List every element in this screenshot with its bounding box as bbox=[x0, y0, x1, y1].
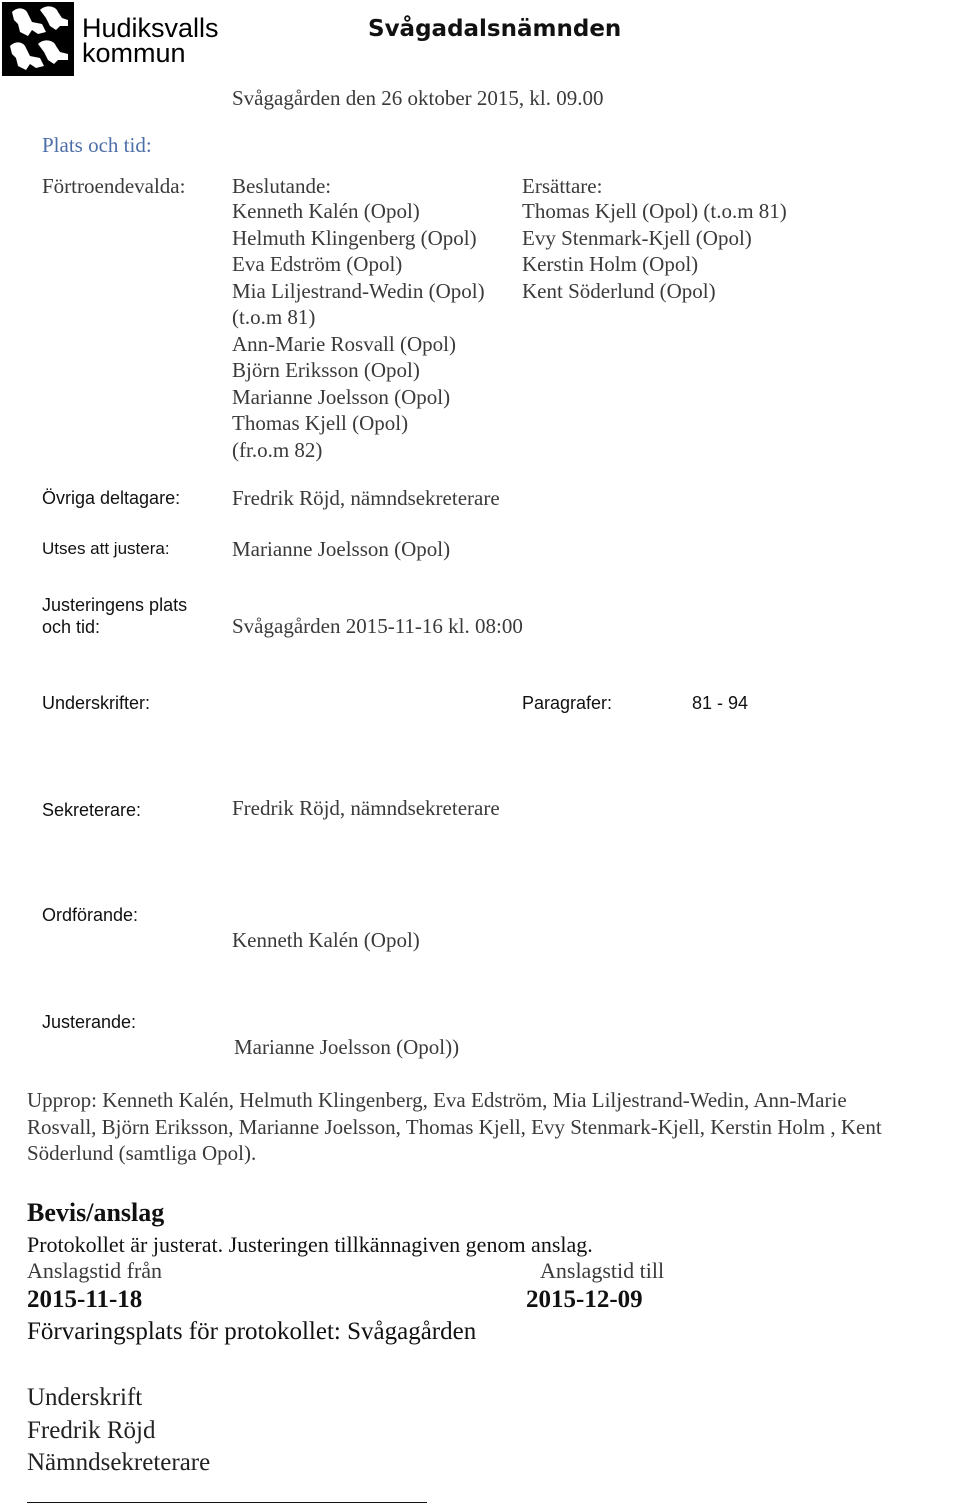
paragraphs-value: 81 - 94 bbox=[692, 693, 749, 713]
place-time-label: Plats och tid: bbox=[42, 133, 152, 157]
decisive-member: Eva Edström (Opol) bbox=[232, 252, 403, 276]
decisive-member: Mia Liljestrand-Wedin (Opol) bbox=[232, 278, 485, 303]
meeting-place-time: Svågagården den 26 oktober 2015, kl. 09.00 bbox=[232, 86, 604, 110]
roll-call-line: Upprop: Kenneth Kalén, Helmuth Klingenberg, Eva Edström, Mia Liljestrand-Wedin, Ann-Marie bbox=[27, 1088, 847, 1112]
notice-from-date: 2015-11-18 bbox=[27, 1286, 143, 1313]
substitute-member: Thomas Kjell (Opol) (t.o.m 81) bbox=[522, 199, 787, 223]
decisive-note: (fr.o.m 82) bbox=[232, 437, 323, 462]
signature-label: Underskrift bbox=[27, 1384, 143, 1411]
decisive-member: Marianne Joelsson (Opol) bbox=[232, 384, 451, 409]
adjust-place-label bbox=[42, 594, 187, 638]
paragraphs-label: Paragrafer: bbox=[522, 693, 613, 713]
adjust-place-value: Svågagården 2015-11-16 kl. 08:00 bbox=[232, 614, 523, 638]
decisive-member: Björn Eriksson (Opol) bbox=[232, 358, 420, 382]
decisive-note: (t.o.m 81) bbox=[232, 305, 316, 329]
decisive-member: Kenneth Kalén (Opol) bbox=[232, 199, 420, 223]
secretary-value: Fredrik Röjd, nämndsekreterare bbox=[232, 796, 500, 820]
chair-label: Ordförande: bbox=[42, 905, 139, 925]
signatures-label: Underskrifter: bbox=[42, 693, 151, 713]
signature-block bbox=[27, 1382, 210, 1480]
chair-value: Kenneth Kalén (Opol) bbox=[232, 928, 420, 952]
signature-line bbox=[27, 1502, 427, 1503]
adjust-place-label-line: och tid: bbox=[42, 617, 101, 637]
committee-title: Svågadalsnämnden bbox=[368, 16, 622, 42]
elected-label: Förtroendevalda: bbox=[42, 174, 186, 198]
hudiksvall-logo bbox=[2, 2, 222, 76]
substitutes-heading: Ersättare: bbox=[522, 174, 603, 198]
substitute-member: Kerstin Holm (Opol) bbox=[522, 252, 699, 276]
logo-wordmark bbox=[82, 13, 219, 68]
substitute-member: Evy Stenmark-Kjell (Opol) bbox=[522, 225, 752, 250]
logo-line-2: kommun bbox=[82, 38, 186, 68]
notice-from-label: Anslagstid från bbox=[27, 1258, 163, 1283]
logo-line-1: Hudiksvalls bbox=[82, 13, 219, 43]
adjuster-label: Justerande: bbox=[42, 1012, 137, 1032]
proof-statement: Protokollet är justerat. Justeringen tillkännagiven genom anslag. bbox=[27, 1232, 593, 1257]
signer-name: Fredrik Röjd bbox=[27, 1416, 156, 1444]
others-label: Övriga deltagare: bbox=[42, 488, 181, 508]
roll-call-line: Rosvall, Björn Eriksson, Marianne Joelsson, Thomas Kjell, Evy Stenmark-Kjell, Kerstin Holm , Kent bbox=[27, 1114, 882, 1139]
secretary-label: Sekreterare: bbox=[42, 800, 142, 820]
goat-emblem-icon bbox=[2, 2, 74, 76]
roll-call bbox=[27, 1087, 882, 1167]
adjust-value: Marianne Joelsson (Opol) bbox=[232, 537, 451, 561]
notice-to-date: 2015-12-09 bbox=[526, 1286, 643, 1313]
notice-to-label: Anslagstid till bbox=[540, 1258, 665, 1283]
decisive-member: Thomas Kjell (Opol) bbox=[232, 411, 409, 435]
decisive-member: Ann-Marie Rosvall (Opol) bbox=[232, 331, 456, 356]
adjuster-value: Marianne Joelsson (Opol)) bbox=[234, 1035, 460, 1059]
others-value: Fredrik Röjd, nämndsekreterare bbox=[232, 486, 500, 510]
substitute-member: Kent Söderlund (Opol) bbox=[522, 278, 716, 303]
signer-title: Nämndsekreterare bbox=[27, 1449, 211, 1476]
decisive-list bbox=[232, 198, 485, 463]
decisive-heading: Beslutande: bbox=[232, 174, 332, 198]
roll-call-line: Söderlund (samtliga Opol). bbox=[27, 1141, 257, 1165]
proof-heading: Bevis/anslag bbox=[27, 1198, 165, 1227]
adjust-place-label-line: Justeringens plats bbox=[42, 595, 188, 615]
adjust-label: Utses att justera: bbox=[42, 539, 170, 558]
decisive-member: Helmuth Klingenberg (Opol) bbox=[232, 225, 477, 250]
storage-location: Förvaringsplats för protokollet: Svågagården bbox=[27, 1318, 477, 1345]
substitutes-list bbox=[522, 198, 787, 304]
